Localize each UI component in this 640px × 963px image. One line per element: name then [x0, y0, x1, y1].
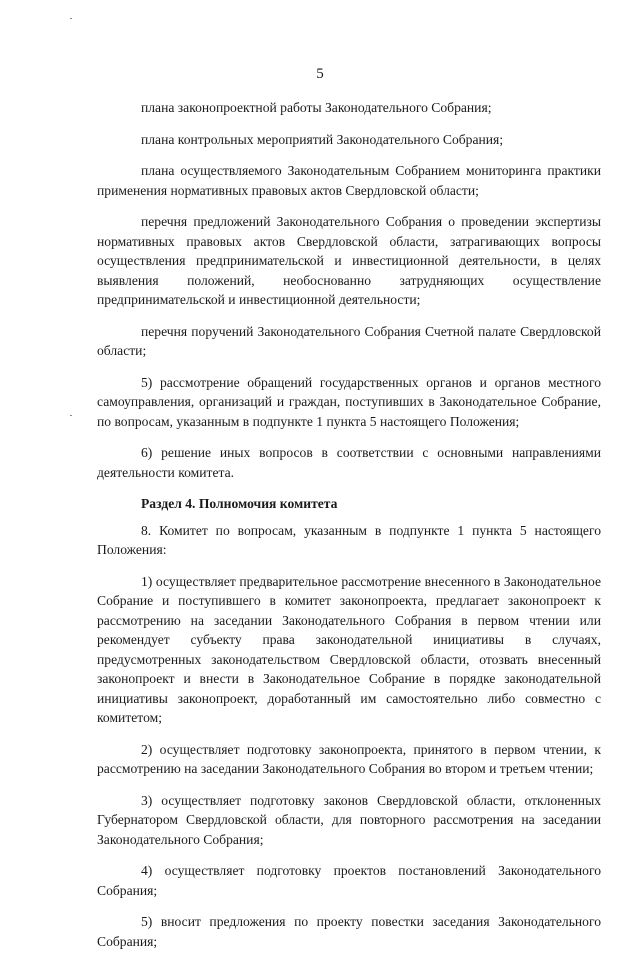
paragraph: плана осуществляемого Законодательным Собранием мониторинга практики применения нормативных правовых актов Свердловской области; [97, 163, 601, 198]
section-heading: Раздел 4. Полномочия комитета [141, 496, 338, 511]
scan-mark [70, 18, 72, 19]
paragraph: перечня поручений Законодательного Собрания Счетной палате Свердловской области; [97, 323, 601, 358]
paragraph: 8. Комитет по вопросам, указанным в подпункте 1 пункта 5 настоящего Положения: [97, 522, 601, 557]
scan-mark [70, 415, 72, 416]
paragraph: 3) осуществляет подготовку законов Свердловской области, отклоненных Губернатором Свердловской области, для повторного рассмотрения на заседании Законодательного Собрания; [97, 792, 601, 847]
paragraph: плана законопроектной работы Законодательного Собрания; [141, 100, 492, 115]
paragraph: перечня предложений Законодательного Собрания о проведении экспертизы нормативных правовых актов Свердловской области, затрагивающих вопросы осуществления предпринимательской и инвестиционной деятельности, в целях выявления положений, необоснованно затрудняющих осуществление предпринимательской и инвестиционной деятельности; [97, 214, 601, 307]
paragraph: 2) осуществляет подготовку законопроекта, принятого в первом чтении, к рассмотрению на заседании Законодательного Собрания во втором и третьем чтении; [97, 741, 601, 776]
paragraph: 1) осуществляет предварительное рассмотрение внесенного в Законодательное Собрание и поступившего в комитет законопроекта, предлагает законопроект к рассмотрению на заседании Законодательного Собрания в первом чтении или рекомендует субъекту права законодательной инициативы в случаях, предусмотренных законодательством Свердловской области, отозвать внесенный законопроект и внести в Законодательное Собрание в порядке законодательной инициативы законопроект, доработанный им самостоятельно либо совместно с комитетом; [97, 573, 601, 725]
paragraph: 6) решение иных вопросов в соответствии с основными направлениями деятельности комитета. [97, 445, 601, 480]
paragraph: 5) рассмотрение обращений государственных органов и органов местного самоуправления, организаций и граждан, поступивших в Законодательное Собрание, по вопросам, указанным в подпункте 1 пункта 5 настоящего Положения; [97, 374, 601, 429]
paragraph: 4) осуществляет подготовку проектов постановлений Законодательного Собрания; [97, 863, 601, 898]
paragraph: 5) вносит предложения по проекту повестки заседания Законодательного Собрания; [97, 914, 601, 949]
page-number: 5 [316, 66, 324, 82]
document-body [97, 98, 601, 963]
paragraph: плана контрольных мероприятий Законодательного Собрания; [141, 131, 504, 147]
